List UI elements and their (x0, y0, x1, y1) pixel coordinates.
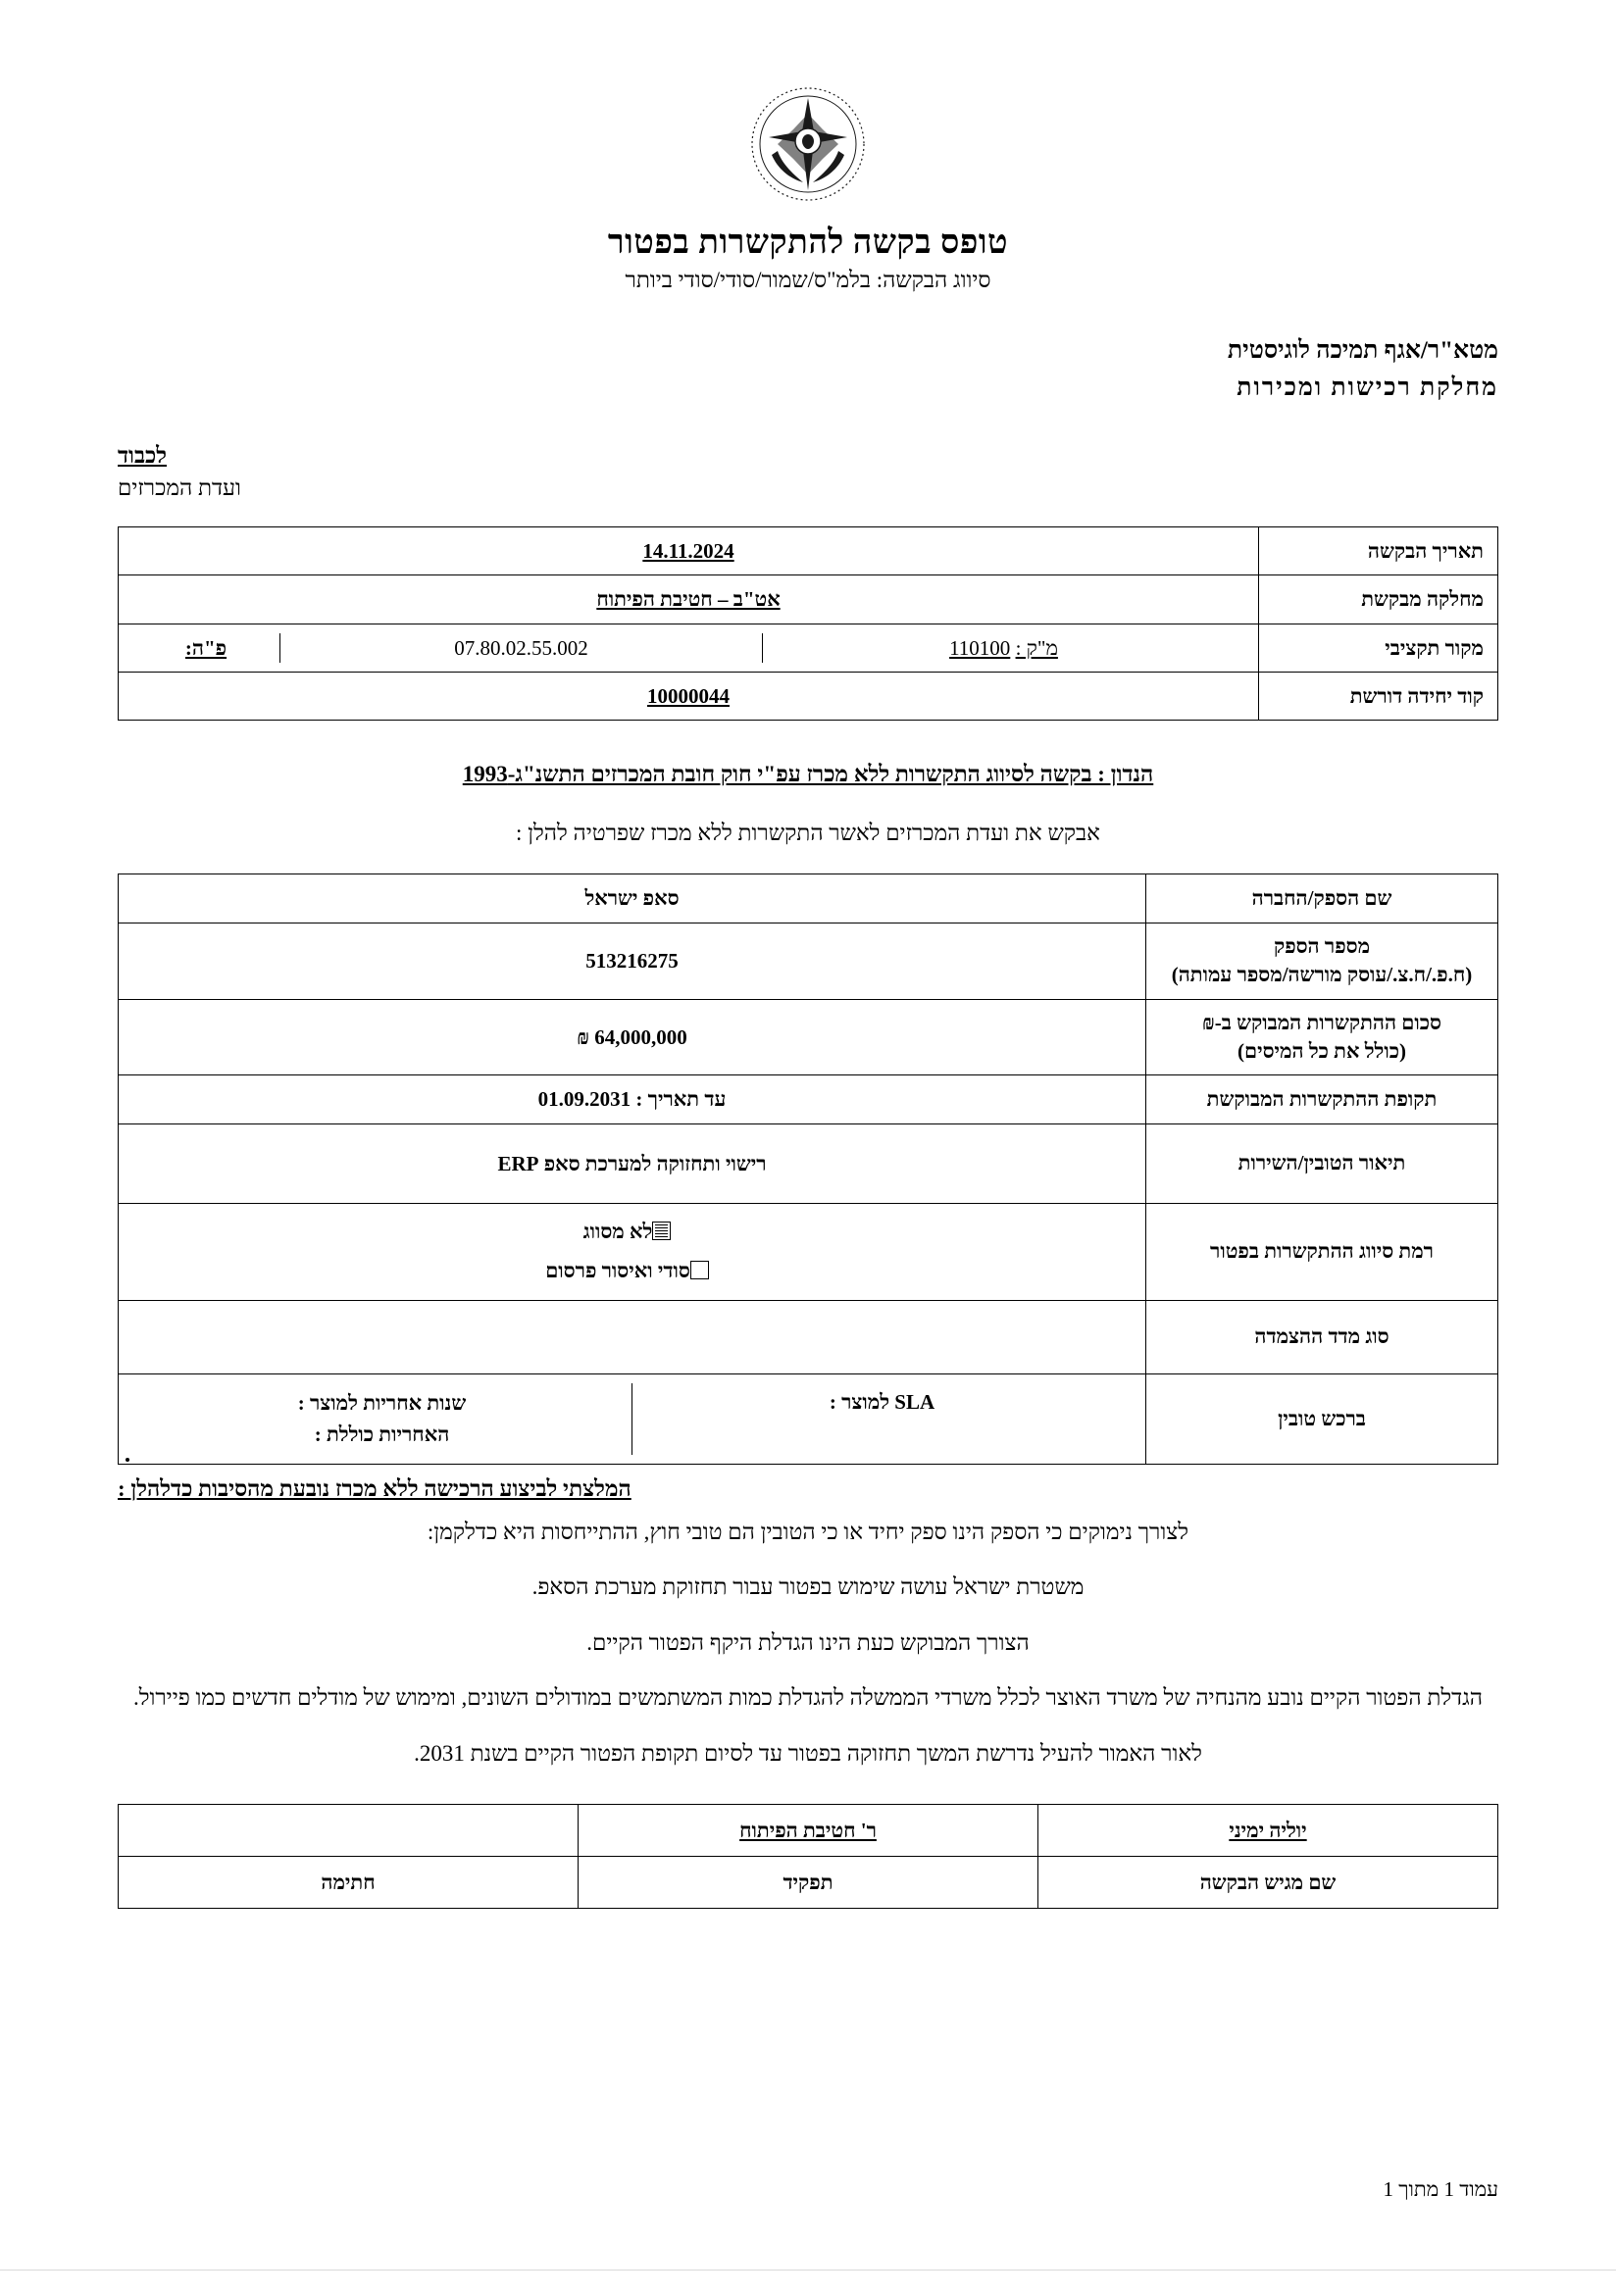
table-row (119, 575, 1498, 624)
budget-source-label: מקור תקציבי (1259, 624, 1498, 672)
justification-paragraph-2: משטרת ישראל עושה שימוש בפטור עבור תחזוקת מערכת הסאפ. (531, 1574, 1085, 1600)
request-header-table (118, 526, 1498, 722)
table-row (119, 999, 1498, 1075)
department-block (118, 332, 1498, 406)
classification-option-unclassified[interactable] (132, 1213, 1132, 1252)
classification-label: רמת סיווג ההתקשרות בפטור (1146, 1203, 1498, 1300)
subject-line: הנדון : בקשה לסיווג התקשרות ללא מכרז עפ"י חוק חובת המכרזים התשנ"ג-1993 (462, 762, 1154, 787)
warranty-includes-label: האחריות כוללת : (314, 1423, 450, 1447)
supplier-id-value: 513216275 (119, 923, 1146, 999)
table-row (119, 624, 1498, 672)
table-row (119, 1373, 1498, 1464)
page-title: טופס בקשה להתקשרות בפטור (607, 225, 1009, 261)
services-label: תיאור הטובין/השירות (1146, 1123, 1498, 1203)
table-row (119, 1123, 1498, 1203)
checkbox-checked-icon[interactable] (652, 1222, 671, 1240)
supplier-id-label-sub: (ח.פ./ח.צ./עוסק מורשה/מספר עמותה) (1171, 963, 1473, 987)
table-row (119, 923, 1498, 999)
supplier-name-label: שם הספק/החברה (1146, 874, 1498, 923)
supplier-id-label-main: מספר הספק (1273, 933, 1371, 958)
amount-label (1146, 999, 1498, 1075)
budget-source-value (119, 624, 1259, 672)
submitter-name-label: שם מגיש הבקשה (1038, 1857, 1498, 1909)
unit-code-label: קוד יחידה דורשת (1259, 673, 1498, 721)
classification-options (119, 1203, 1146, 1300)
classification-option-1-label: לא מסווג (582, 1219, 653, 1243)
sla-cell: SLA למוצר : (829, 1389, 935, 1414)
index-type-label: סוג מדד ההצמדה (1146, 1300, 1498, 1373)
table-row (119, 874, 1498, 923)
justification-paragraph-1: לצורך נימוקים כי הספק הינו ספק יחיד או כי הטובין הם טובי חוץ, ההתייחסות היא כדלקמן: (427, 1519, 1189, 1544)
supplier-id-label (1146, 923, 1498, 999)
table-row (119, 673, 1498, 721)
justification-paragraph-4: הגדלת הפטור הקיים נובע מהנחיה של משרד האוצר לכלל משרדי הממשלה להגדלת כמות המשתמשים במודולים השונים, ומימוש של מודלים חדשים כמו פיירול. (132, 1685, 1483, 1711)
amount-label-main: סכום ההתקשרות המבוקש ב-₪ (1201, 1010, 1441, 1034)
period-label: תקופת ההתקשרות המבוקשת (1146, 1075, 1498, 1123)
submitter-name-value: יוליה ימיני (1038, 1805, 1498, 1857)
budget-pe-number: 07.80.02.55.002 (454, 635, 588, 660)
services-value: רישוי ותחזוקה למערכת סאפ ERP (119, 1123, 1146, 1203)
amount-label-sub: (כולל את כל המיסים) (1237, 1039, 1406, 1064)
submitter-signature-value[interactable] (119, 1805, 579, 1857)
department-line-2: מחלקת רכישות ומכירות (1237, 374, 1498, 401)
table-row (119, 526, 1498, 574)
goods-purchase-label: ברכש טובין (1146, 1373, 1498, 1464)
police-emblem-icon (750, 86, 866, 202)
warranty-cells (119, 1373, 1146, 1464)
table-row (119, 1075, 1498, 1123)
justification-paragraph-5: לאור האמור להעיל נדרשת המשך תחזוקה בפטור עד לסיום תקופת הפטור הקיים בשנת 2031. (414, 1740, 1202, 1766)
budget-mak-cell (763, 633, 1244, 663)
unit-code-value: 10000044 (119, 673, 1259, 721)
submitter-role-value: ר' חטיבת הפיתוח (579, 1805, 1038, 1857)
classification-option-2-label: סודי ואיסור פרסום (545, 1258, 690, 1282)
justification-paragraph-3: הצורך המבוקש כעת הינו הגדלת היקף הפטור הקיים. (586, 1629, 1030, 1655)
budget-pe-cell (280, 633, 763, 663)
budget-pe-label-cell (132, 633, 280, 663)
stray-mark (126, 1458, 129, 1462)
justification-title: המלצתי לביצוע הרכישה ללא מכרז נובעת מהסיבות כדלהלן : (118, 1475, 631, 1501)
table-row (119, 1300, 1498, 1373)
contract-details-table (118, 873, 1498, 1464)
emblem-container (118, 86, 1498, 207)
amount-value: 64,000,000 ₪ (119, 999, 1146, 1075)
request-date-value: 14.11.2024 (119, 526, 1259, 574)
submitter-signature-label: חתימה (119, 1857, 579, 1909)
index-type-value (119, 1300, 1146, 1373)
warranty-cell (132, 1383, 632, 1455)
document-subtitle: סיווג הבקשה: בלמ"ס/שמור/סודי/סודי ביותר (625, 268, 991, 292)
submitter-role-label: תפקיד (579, 1857, 1038, 1909)
table-row (119, 1805, 1498, 1857)
budget-mak-number: 110100 (949, 635, 1011, 660)
addressee-label: לכבוד (118, 443, 168, 468)
addressee-target: ועדת המכרזים (118, 475, 241, 501)
checkbox-empty-icon[interactable] (690, 1261, 709, 1279)
period-value: עד תאריך : 01.09.2031 (119, 1075, 1146, 1123)
bottom-divider (0, 2270, 1616, 2271)
budget-mak-label: מ"ק : (1015, 635, 1058, 660)
requesting-dept-label: מחלקה מבקשת (1259, 575, 1498, 624)
requesting-dept-value: אט"ב – חטיבת הפיתוח (119, 575, 1259, 624)
supplier-name-value: סאפ ישראל (119, 874, 1146, 923)
addressee-block (118, 439, 1498, 505)
intro-paragraph: אבקש את ועדת המכרזים לאשר התקשרות ללא מכרז שפרטיה להלן : (516, 821, 1100, 846)
budget-pe-label: פ"ה: (184, 635, 227, 660)
request-date-label: תאריך הבקשה (1259, 526, 1498, 574)
department-line-1: מטא"ר/אגף תמיכה לוגיסטית (1227, 337, 1498, 364)
page-footer: עמוד 1 מתוך 1 (1383, 2177, 1498, 2201)
warranty-years-label: שנות אחריות למוצר : (297, 1390, 467, 1415)
classification-option-secret[interactable] (132, 1252, 1132, 1291)
table-row (119, 1203, 1498, 1300)
table-row (119, 1857, 1498, 1909)
signature-table (118, 1804, 1498, 1909)
